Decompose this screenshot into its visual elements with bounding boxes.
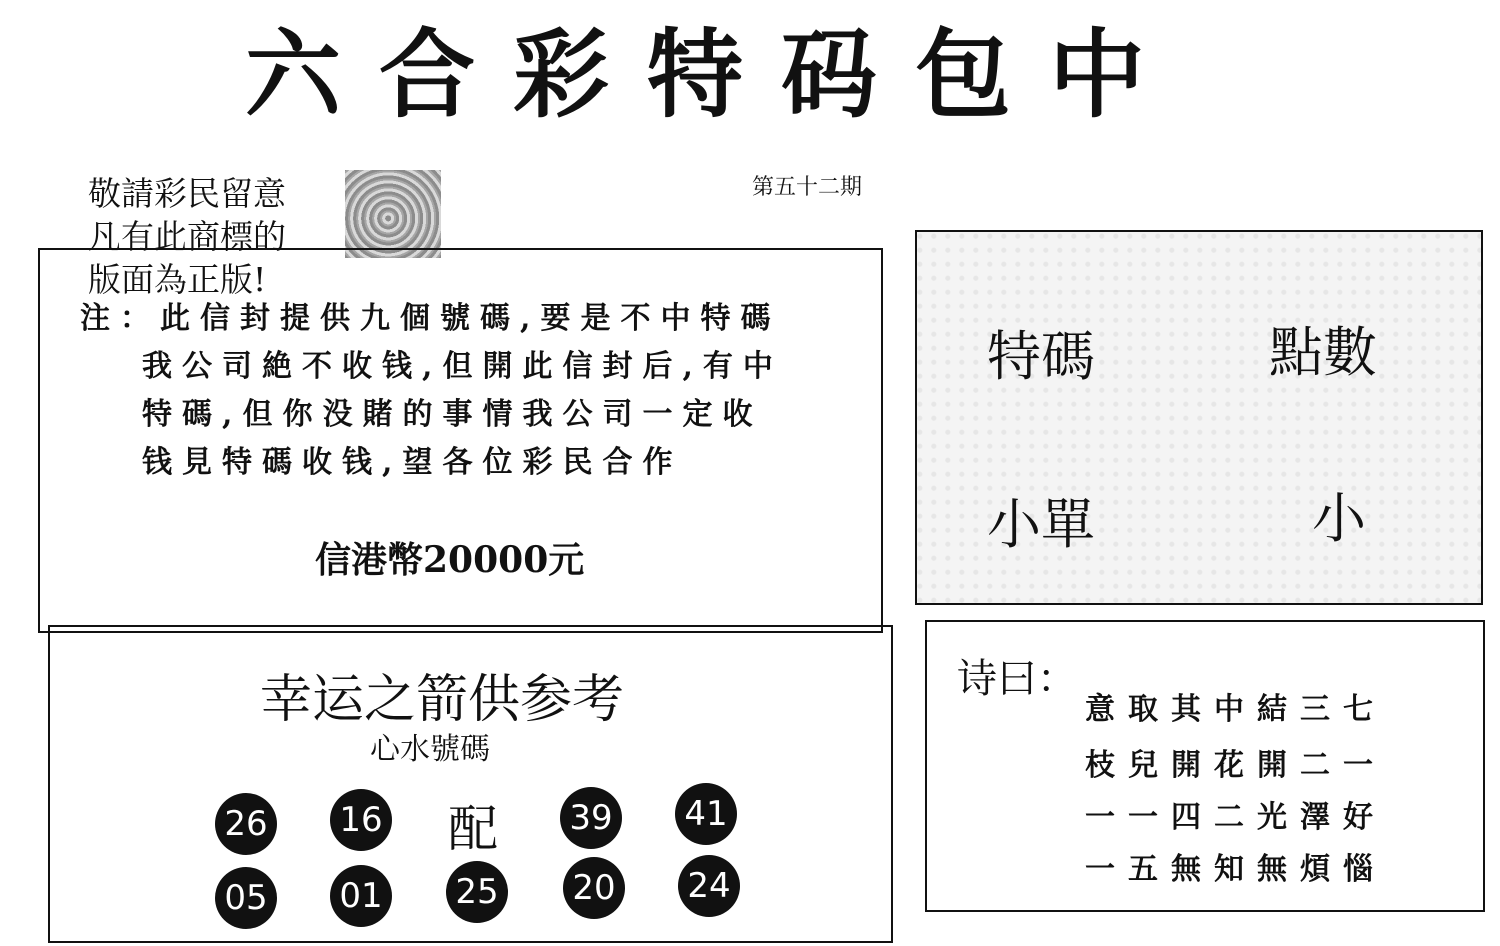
number-ball: 16 <box>330 789 392 851</box>
number-ball: 05 <box>215 867 277 929</box>
number-ball: 01 <box>330 865 392 927</box>
note-line: 我公司絶不收钱,但開此信封后,有中 <box>142 349 783 384</box>
issue-number: 第五十二期 <box>752 175 863 200</box>
poem-line: 一一四二光澤好 <box>1085 800 1386 835</box>
poem-line: 一五無知無煩惱 <box>1085 852 1386 887</box>
notice-line: 敬請彩民留意 <box>88 174 286 213</box>
note-line: 此信封提供九個號碼,要是不中特碼 <box>160 301 781 336</box>
poem-line: 枝兒開花開二一 <box>1085 748 1386 783</box>
lucky-numbers-panel <box>48 625 893 943</box>
special-code-value: 小單 <box>987 493 1095 556</box>
number-ball: 26 <box>215 793 277 855</box>
note-line: 钱見特碼收钱,望各位彩民合作 <box>142 445 683 480</box>
lucky-title: 幸运之箭供参考 <box>260 670 625 730</box>
points-label: 點數 <box>1269 321 1377 384</box>
number-ball: 25 <box>446 861 508 923</box>
number-ball: 24 <box>678 855 740 917</box>
note-text <box>80 295 783 487</box>
page-title: 六合彩特码包中 <box>245 19 1183 131</box>
notice-line: 版面為正版! <box>88 260 267 299</box>
number-ball: 41 <box>675 783 737 845</box>
notice-line: 凡有此商標的 <box>88 217 286 256</box>
trademark-stamp-image <box>345 170 441 258</box>
note-panel <box>38 248 883 633</box>
number-ball: 20 <box>563 857 625 919</box>
poem-line: 意取其中結三七 <box>1085 692 1386 727</box>
special-code-label: 特碼 <box>987 325 1095 388</box>
lucky-subtitle: 心水號碼 <box>370 732 490 767</box>
poem-panel <box>925 620 1485 912</box>
note-prefix: 注： <box>80 301 160 336</box>
points-value: 小 <box>1312 487 1366 550</box>
number-ball: 39 <box>560 787 622 849</box>
poem-label: 诗曰： <box>957 656 1077 702</box>
reward-text: 信港幣20000元 <box>315 539 585 581</box>
pei-character: 配 <box>448 800 498 858</box>
note-line: 特碼,但你没賭的事情我公司一定收 <box>142 397 763 432</box>
special-code-panel <box>915 230 1483 605</box>
